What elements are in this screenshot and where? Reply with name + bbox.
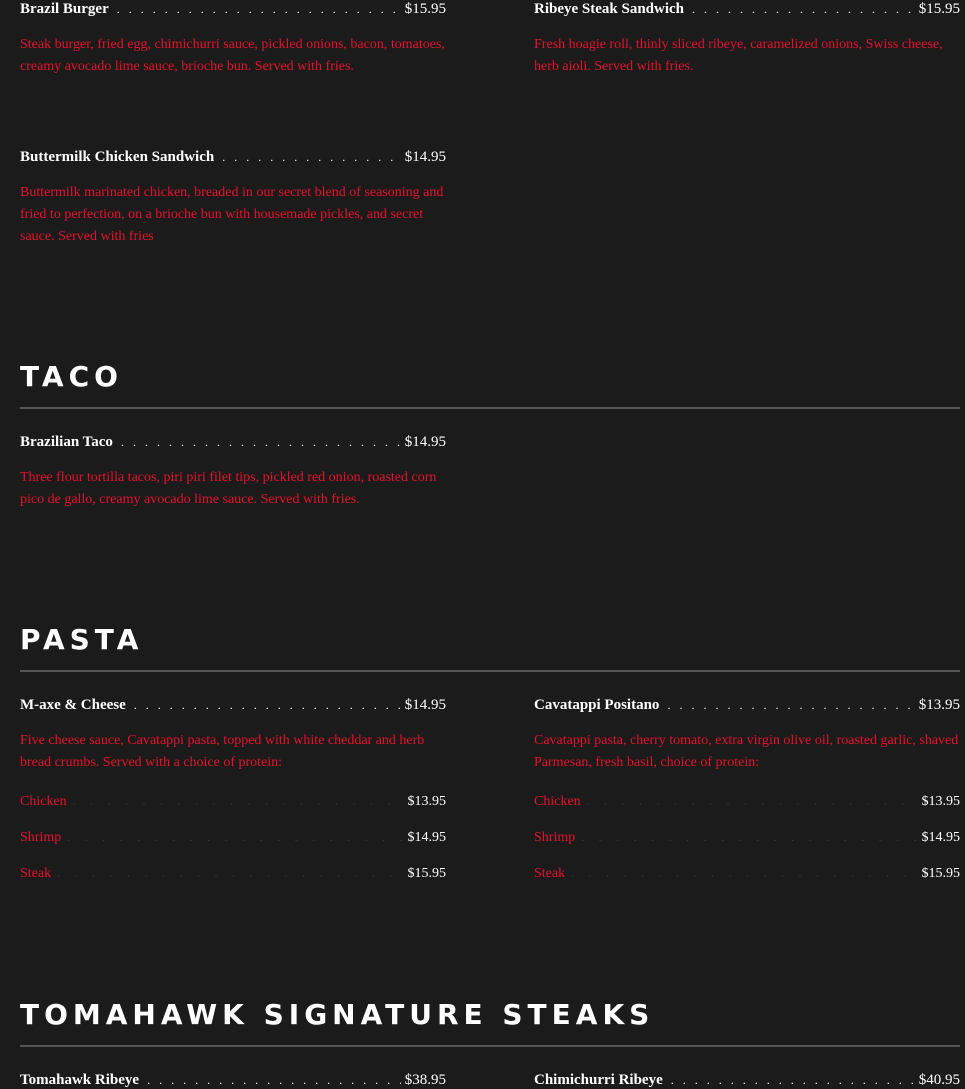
menu-item-brazil-burger bbox=[20, 0, 446, 78]
item-price: $14.95 bbox=[404, 697, 446, 713]
option-name: Shrimp bbox=[534, 830, 576, 845]
leader-dots bbox=[222, 148, 401, 166]
option-name: Chicken bbox=[20, 794, 67, 809]
item-price: $14.95 bbox=[404, 149, 446, 165]
item-name: Buttermilk Chicken Sandwich bbox=[20, 149, 215, 165]
item-name: Brazilian Taco bbox=[20, 434, 113, 450]
protein-option-shrimp bbox=[534, 829, 960, 847]
section-divider bbox=[20, 670, 960, 672]
item-name: Chimichurri Ribeye bbox=[534, 1072, 663, 1088]
leader-dots bbox=[121, 433, 401, 451]
leader-dots bbox=[587, 793, 918, 811]
leader-dots bbox=[692, 0, 915, 18]
menu-item-tomahawk-ribeye bbox=[20, 1071, 446, 1089]
menu-item-chimichurri-ribeye bbox=[534, 1071, 960, 1089]
menu-item-maxe-cheese bbox=[20, 696, 446, 774]
item-name: Cavatappi Positano bbox=[534, 697, 660, 713]
item-price: $15.95 bbox=[918, 1, 960, 17]
option-price: $15.95 bbox=[407, 866, 446, 881]
item-price: $40.95 bbox=[918, 1072, 960, 1088]
menu-item-buttermilk-chicken-sandwich bbox=[20, 148, 446, 248]
option-name: Steak bbox=[20, 866, 52, 881]
menu-item-cavatappi-positano bbox=[534, 696, 960, 774]
leader-dots bbox=[147, 1071, 401, 1089]
menu-item-ribeye-steak-sandwich bbox=[534, 0, 960, 78]
leader-dots bbox=[67, 829, 403, 847]
option-price: $13.95 bbox=[407, 794, 446, 809]
item-description: Steak burger, fried egg, chimichurri sauce, pickled onions, bacon, tomatoes, creamy avocado lime sauce, brioche bun. Served with fries. bbox=[20, 37, 445, 74]
leader-dots bbox=[667, 696, 914, 714]
item-description: Cavatappi pasta, cherry tomato, extra virgin olive oil, roasted garlic, shaved Parmesan, fresh basil, choice of protein: bbox=[534, 733, 959, 770]
item-price: $14.95 bbox=[404, 434, 446, 450]
item-description: Fresh hoagie roll, thinly sliced ribeye, caramelized onions, Swiss cheese, herb aioli. Served with fries. bbox=[534, 37, 943, 74]
option-price: $14.95 bbox=[407, 830, 446, 845]
section-divider bbox=[20, 407, 960, 409]
leader-dots bbox=[73, 793, 404, 811]
section-divider bbox=[20, 1045, 960, 1047]
item-price: $38.95 bbox=[404, 1072, 446, 1088]
option-price: $14.95 bbox=[921, 830, 960, 845]
section-title-pasta: PASTA bbox=[20, 623, 144, 656]
leader-dots bbox=[117, 0, 401, 18]
protein-option-shrimp bbox=[20, 829, 446, 847]
protein-option-chicken bbox=[534, 793, 960, 811]
protein-option-steak bbox=[534, 865, 960, 883]
item-name: Tomahawk Ribeye bbox=[20, 1072, 140, 1088]
item-name: Ribeye Steak Sandwich bbox=[534, 1, 685, 17]
menu-item-brazilian-taco bbox=[20, 433, 446, 511]
option-name: Shrimp bbox=[20, 830, 62, 845]
leader-dots bbox=[571, 865, 917, 883]
protein-option-chicken bbox=[20, 793, 446, 811]
item-price: $13.95 bbox=[918, 697, 960, 713]
item-description: Three flour tortilla tacos, piri piri filet tips, pickled red onion, roasted corn pico de gallo, creamy avocado lime sauce. Served with fries. bbox=[20, 470, 437, 507]
protein-option-steak bbox=[20, 865, 446, 883]
option-price: $15.95 bbox=[921, 866, 960, 881]
option-name: Steak bbox=[534, 866, 566, 881]
item-name: Brazil Burger bbox=[20, 1, 109, 17]
item-description: Buttermilk marinated chicken, breaded in our secret blend of seasoning and fried to perfection, on a brioche bun with housemade pickles, and secret sauce. Served with fries bbox=[20, 185, 444, 244]
item-description: Five cheese sauce, Cavatappi pasta, topped with white cheddar and herb bread crumbs. Served with a choice of protein: bbox=[20, 733, 425, 770]
option-price: $13.95 bbox=[921, 794, 960, 809]
leader-dots bbox=[671, 1071, 915, 1089]
leader-dots bbox=[581, 829, 917, 847]
section-title-tomahawk-steaks: TOMAHAWK SIGNATURE STEAKS bbox=[20, 998, 655, 1031]
section-title-taco: TACO bbox=[20, 360, 123, 393]
item-price: $15.95 bbox=[404, 1, 446, 17]
leader-dots bbox=[57, 865, 403, 883]
item-name: M-axe & Cheese bbox=[20, 697, 126, 713]
leader-dots bbox=[134, 696, 401, 714]
option-name: Chicken bbox=[534, 794, 581, 809]
